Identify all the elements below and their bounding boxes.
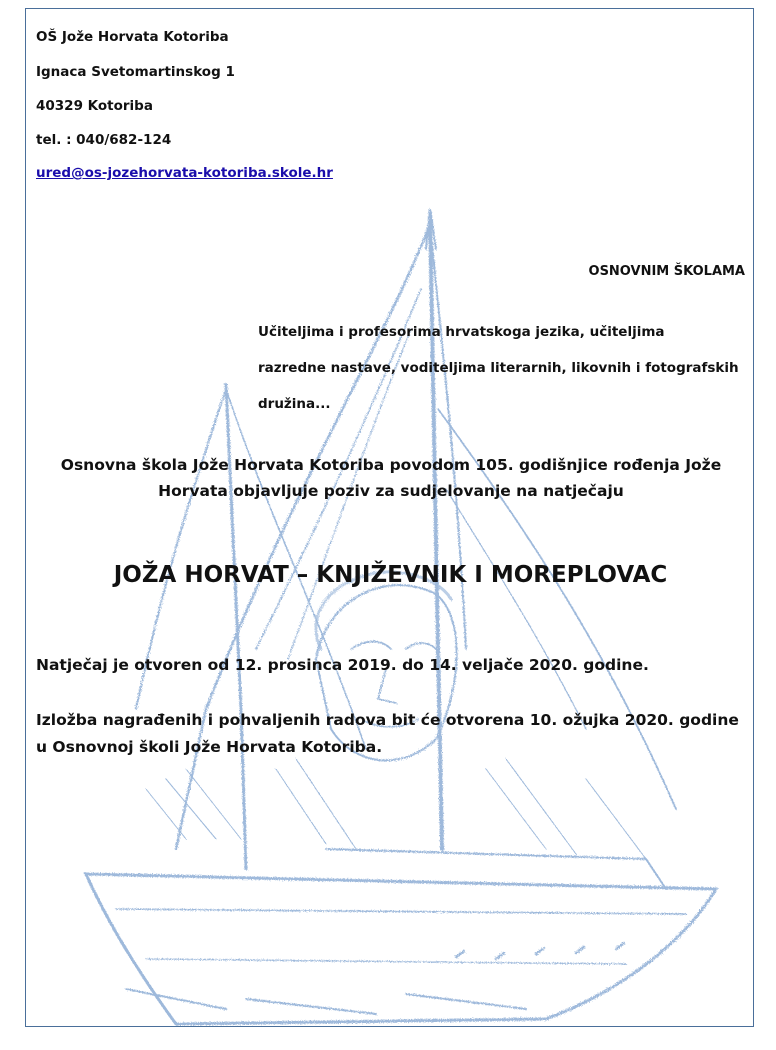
contest-title: JOŽA HORVAT – KNJIŽEVNIK I MOREPLOVAC: [113, 562, 668, 588]
exhibition-line-2: u Osnovnoj školi Jože Horvata Kotoriba.: [36, 738, 383, 756]
document-page: [25, 8, 754, 1027]
school-city: 40329 Kotoriba: [36, 98, 153, 114]
contest-open-dates: Natječaj je otvoren od 12. prosinca 2019. do 14. veljače 2020. godine.: [36, 656, 649, 674]
intro-line-2: Horvata objavljuje poziv za sudjelovanje na natječaju: [158, 482, 624, 500]
addressee-line-1: Učiteljima i profesorima hrvatskoga jezika, učiteljima: [258, 324, 665, 340]
school-phone: tel. : 040/682-124: [36, 132, 172, 148]
addressee-line-3: družina...: [258, 396, 331, 412]
exhibition-paragraph: [36, 707, 748, 761]
school-street: Ignaca Svetomartinskog 1: [36, 64, 235, 80]
school-name: OŠ Jože Horvata Kotoriba: [36, 29, 229, 45]
exhibition-line-1: Izložba nagrađenih i pohvaljenih radova bit će otvorena 10. ožujka 2020. godine: [36, 711, 739, 729]
recipient-heading: OSNOVNIM ŠKOLAMA: [588, 264, 745, 279]
intro-line-1: Osnovna škola Jože Horvata Kotoriba povodom 105. godišnjice rođenja Jože: [60, 456, 722, 474]
addressee-paragraph: [258, 314, 748, 422]
school-email-link[interactable]: ured@os-jozehorvata-kotoriba.skole.hr: [36, 165, 333, 181]
addressee-line-2: razredne nastave, voditeljima literarnih, likovnih i fotografskih: [258, 360, 739, 376]
intro-paragraph: [46, 452, 736, 504]
